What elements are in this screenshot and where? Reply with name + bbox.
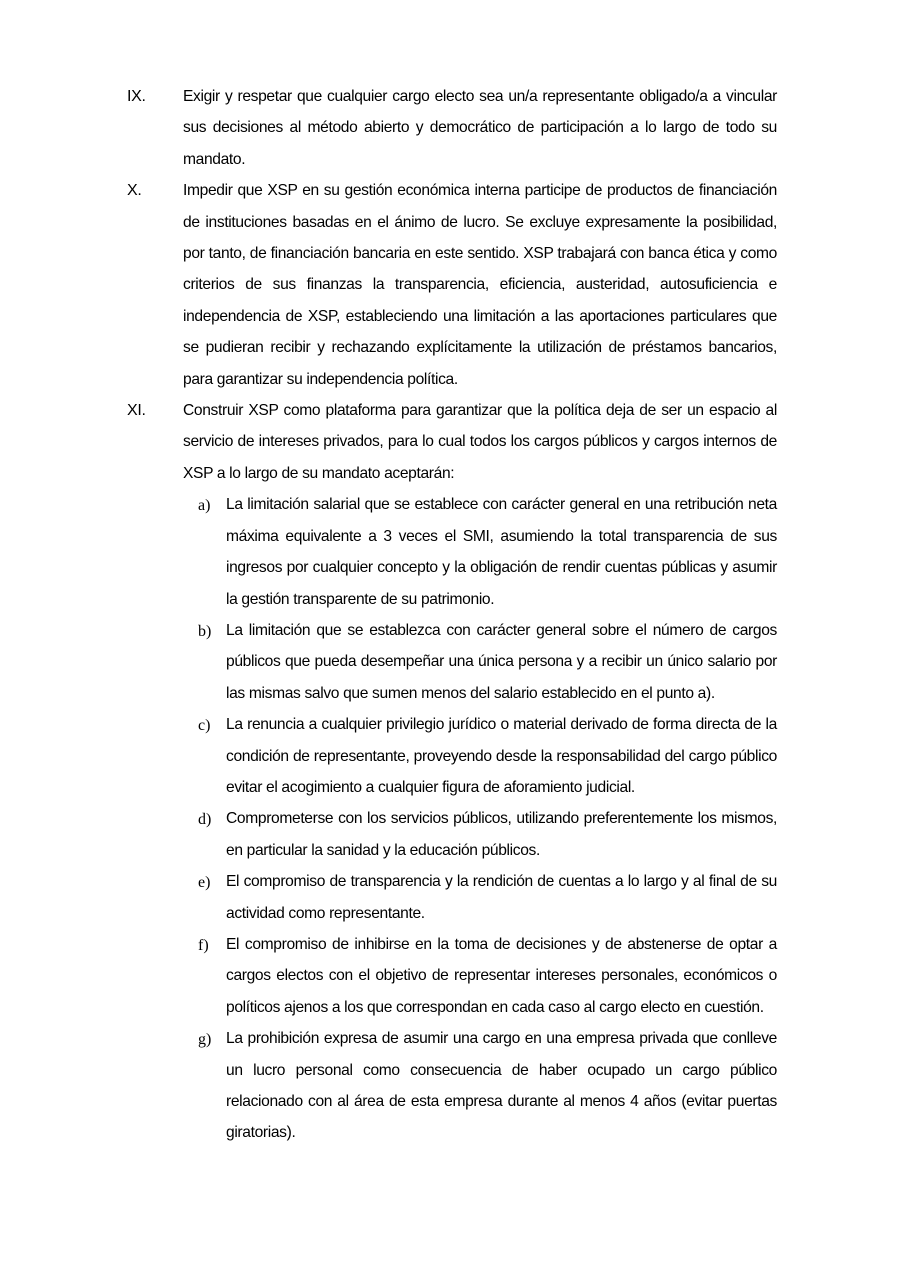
item-number: X. — [127, 182, 142, 200]
sub-item-letter: c) — [198, 717, 211, 735]
sub-item-text: Comprometerse con los servicios públicos, utilizando preferentemente los mismos, en particular la sanidad y la educación públicos. — [226, 810, 777, 859]
sub-item-letter: g) — [198, 1031, 212, 1049]
sub-item-c — [198, 709, 777, 803]
sub-item-b — [198, 615, 777, 709]
sub-item-letter: a) — [198, 497, 211, 515]
sub-item-letter: d) — [198, 811, 212, 829]
sub-item-text: La prohibición expresa de asumir una cargo en una empresa privada que conlleve un lucro personal como consecuencia de haber ocupado un cargo público relacionado con al área de esta empresa durante al menos 4 años (evitar puertas giratorias). — [226, 1030, 777, 1142]
sub-item-g — [198, 1023, 777, 1149]
sub-item-text: La limitación salarial que se establece con carácter general en una retribución neta máxima equivalente a 3 veces el SMI, asumiendo la total transparencia de sus ingresos por cualquier concepto y la obligación de rendir cuentas públicas y asumir la gestión transparente de su patrimonio. — [226, 496, 777, 608]
item-text: Exigir y respetar que cualquier cargo electo sea un/a representante obligado/a a vincular sus decisiones al método abierto y democrático de participación a lo largo de todo su mandato. — [183, 88, 777, 168]
top-margin — [0, 0, 905, 81]
item-text: Impedir que XSP en su gestión económica interna participe de productos de financiación de instituciones basadas en el ánimo de lucro. Se excluye expresamente la posibilidad, por tanto, de financiación bancaria en este sentido. XSP trabajará con banca ética y como criterios de sus finanzas la transparencia, eficiencia, austeridad, autosuficiencia e independencia de XSP, estableciendo una limitación a las aportaciones particulares que se pudieran recibir y rechazando explícitamente la utilización de préstamos bancarios, para garantizar su independencia política. — [183, 182, 777, 388]
item-text: Construir XSP como plataforma para garantizar que la política deja de ser un espacio al servicio de intereses privados, para lo cual todos los cargos públicos y cargos internos de XSP a lo largo de su mandato aceptarán: — [183, 402, 777, 482]
sub-item-text: La renuncia a cualquier privilegio jurídico o material derivado de forma directa de la condición de representante, proveyendo desde la responsabilidad del cargo público evitar el acogimiento a cualquier figura de aforamiento judicial. — [226, 716, 777, 796]
sub-item-letter: b) — [198, 622, 212, 640]
sub-item-letter: f) — [198, 936, 209, 954]
item-number: XI. — [127, 402, 146, 420]
list-item-ix — [127, 81, 777, 175]
sub-item-f — [198, 929, 777, 1023]
sub-item-a — [198, 489, 777, 615]
sub-item-text: El compromiso de inhibirse en la toma de decisiones y de abstenerse de optar a cargos electos con el objetivo de representar intereses personales, económicos o políticos ajenos a los que correspondan en cada caso al cargo electo en cuestión. — [226, 935, 777, 1016]
item-number: IX. — [127, 88, 146, 105]
sub-item-text: La limitación que se establezca con carácter general sobre el número de cargos públicos que pueda desempeñar una única persona y a recibir un único salario por las mismas salvo que sumen menos del salario establecido en el punto a). — [226, 621, 777, 702]
sub-item-e — [198, 866, 777, 929]
list-item-x — [127, 175, 777, 395]
sub-list — [183, 489, 777, 1149]
sub-item-d — [198, 803, 777, 866]
sub-item-letter: e) — [198, 874, 211, 892]
sub-item-text: El compromiso de transparencia y la rendición de cuentas a lo largo y al final de su actividad como representante. — [226, 873, 777, 922]
list-item-xi — [127, 395, 777, 1149]
